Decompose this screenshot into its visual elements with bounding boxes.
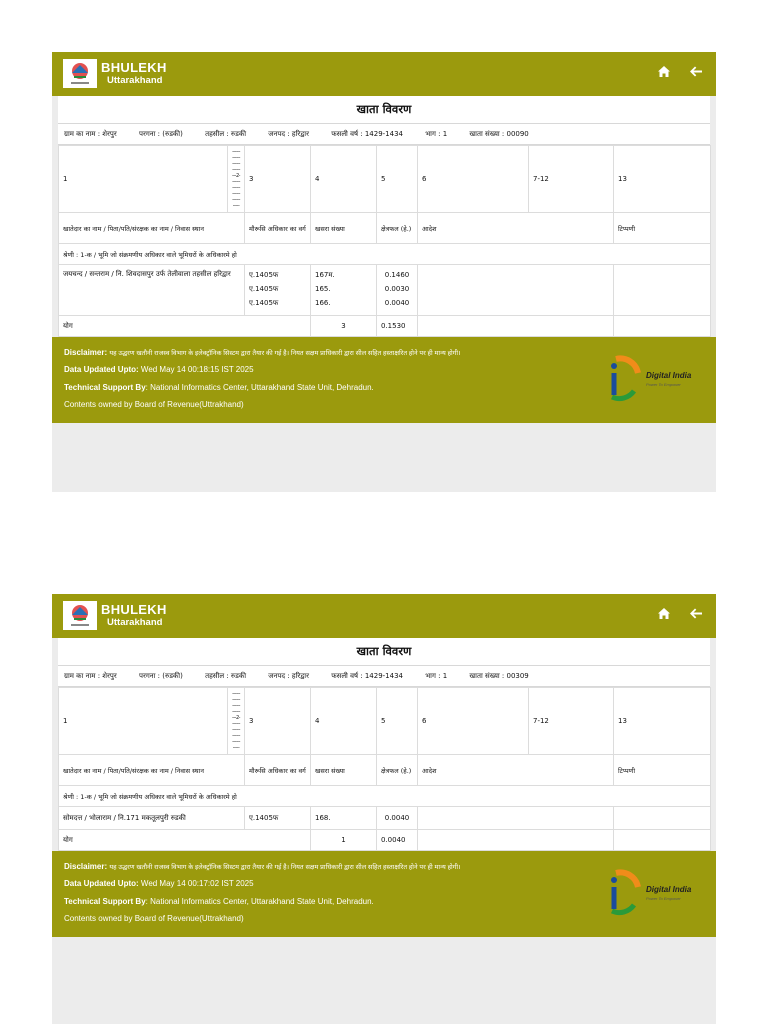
page-title: खाता विवरण xyxy=(58,96,710,124)
bhag: भाग : 1 xyxy=(425,672,448,680)
total-area: 0.1530 xyxy=(377,316,418,337)
app-header xyxy=(52,52,716,96)
district: जनपद : हरिद्वार xyxy=(268,130,309,138)
village-name: ग्राम का नाम : शेरपुर xyxy=(64,672,117,680)
brand xyxy=(101,61,167,86)
khata-table xyxy=(58,145,711,337)
col-num-6: 6 xyxy=(418,146,529,213)
brand-state: Uttarakhand xyxy=(107,75,163,86)
support-text: : National Informatics Center, Uttarakhand State Unit, Dehradun. xyxy=(145,897,374,906)
digital-india-subtitle: Power To Empower xyxy=(646,382,681,387)
home-icon[interactable] xyxy=(658,66,670,81)
khasra-value: 165. xyxy=(315,285,331,293)
digital-india-text xyxy=(646,371,691,389)
class-value: ए.1405फ xyxy=(249,271,279,279)
order-cell xyxy=(418,807,614,830)
owner-name: जयचन्द / सन्तराम / नि. शिवदासपुर उर्फ तेलीवाला तहसील हरिद्वार xyxy=(59,265,245,316)
col-num-1: 1 xyxy=(59,146,228,213)
header-khasra: खसरा संख्या xyxy=(311,213,377,244)
footer xyxy=(52,337,716,423)
header-owner: खातेदार का नाम / पिता/पति/संरक्षक का नाम / निवास स्थान xyxy=(59,755,245,786)
category-label: श्रेणी : 1-क / भूमि जो संक्रमणीय अधिकार वाले भूमिधरों के अधिकारमे हो xyxy=(59,244,711,265)
header-order: आदेश xyxy=(418,755,614,786)
total-count: 3 xyxy=(311,316,377,337)
data-updated xyxy=(64,879,254,888)
khata-card xyxy=(58,96,710,337)
khata-meta xyxy=(58,666,710,687)
khata-page-1 xyxy=(52,52,716,492)
pargana: परगना : (रुडकी) xyxy=(138,672,183,680)
table-row xyxy=(59,265,711,316)
owner-name: सोमदत्त / भोलाराम / नि.171 मकतूलपुरी रुडकी xyxy=(59,807,245,830)
area-cell xyxy=(377,265,418,316)
class-value: ए.1405फ xyxy=(249,285,279,293)
khata-number: खाता संख्या : 00090 xyxy=(469,130,529,138)
col-num-7: 7-12 xyxy=(529,688,614,755)
order-cell xyxy=(418,265,614,316)
data-updated-label: Data Updated Upto: xyxy=(64,879,139,888)
support-text: : National Informatics Center, Uttarakhand State Unit, Dehradun. xyxy=(145,383,374,392)
app-header xyxy=(52,594,716,638)
category-row xyxy=(59,786,711,807)
khasra-value: 167म. xyxy=(315,271,335,279)
brand-name: BHULEKH xyxy=(101,60,167,75)
digital-india-logo xyxy=(604,351,696,403)
technical-support xyxy=(64,897,374,906)
remark-cell xyxy=(614,265,711,316)
col-num-13: 13 xyxy=(614,688,711,755)
area-value: 0.0040 xyxy=(384,299,410,307)
col-num-5: 5 xyxy=(377,146,418,213)
bhag: भाग : 1 xyxy=(425,130,448,138)
khata-meta xyxy=(58,124,710,145)
uttarakhand-emblem-logo xyxy=(63,59,97,88)
col-num-2: ---------------------------2------------------------------ xyxy=(228,146,245,213)
header-order: आदेश xyxy=(418,213,614,244)
column-header-row xyxy=(59,755,711,786)
remark-cell xyxy=(614,807,711,830)
tehsil: तहसील : रुडकी xyxy=(205,672,247,680)
khasra-cell xyxy=(311,265,377,316)
district: जनपद : हरिद्वार xyxy=(268,672,309,680)
digital-india-subtitle: Power To Empower xyxy=(646,896,681,901)
disclaimer xyxy=(64,348,461,357)
data-updated-label: Data Updated Upto: xyxy=(64,365,139,374)
col-num-3: 3 xyxy=(245,688,311,755)
col-num-3: 3 xyxy=(245,146,311,213)
header-area: क्षेत्रफल (हे.) xyxy=(377,755,418,786)
col-num-2: ---------------------------2------------------------------ xyxy=(228,688,245,755)
class-value: ए.1405फ xyxy=(249,299,279,307)
arrow-left-icon[interactable] xyxy=(690,66,702,81)
header-class: मौरूसि अधिकार का वर्ग xyxy=(245,213,311,244)
category-row xyxy=(59,244,711,265)
header-owner: खातेदार का नाम / पिता/पति/संरक्षक का नाम / निवास स्थान xyxy=(59,213,245,244)
column-number-row xyxy=(59,688,711,755)
header-remark: टिप्पणी xyxy=(614,213,711,244)
khata-table xyxy=(58,687,711,851)
data-updated xyxy=(64,365,254,374)
area-value: 0.0030 xyxy=(384,285,410,293)
column-number-row xyxy=(59,146,711,213)
col-num-13: 13 xyxy=(614,146,711,213)
footer xyxy=(52,851,716,937)
class-cell xyxy=(245,265,311,316)
total-label: योग xyxy=(59,316,311,337)
table-row xyxy=(59,807,711,830)
khata-page-2 xyxy=(52,594,716,1024)
brand-name: BHULEKH xyxy=(101,602,167,617)
khata-number: खाता संख्या : 00309 xyxy=(469,672,529,680)
digital-india-title: Digital India xyxy=(646,885,692,894)
total-label: योग xyxy=(59,830,311,851)
home-icon[interactable] xyxy=(658,608,670,623)
support-label: Technical Support By xyxy=(64,383,146,392)
header-area: क्षेत्रफल (हे.) xyxy=(377,213,418,244)
technical-support xyxy=(64,383,374,392)
digital-india-text xyxy=(646,885,691,903)
brand xyxy=(101,603,167,628)
disclaimer-text: यह उद्धरण खतौनी राजस्व विभाग के इलेक्ट्रॉनिक सिस्टम द्वारा तैयार की गई है। नियत सक्षम प्राधिकारी द्वारा सील सहित हस्ताक्षरित होने पर ही मान्य होगी। xyxy=(109,350,461,357)
disclaimer-label: Disclaimer: xyxy=(64,862,108,871)
col-num-5: 5 xyxy=(377,688,418,755)
digital-india-logo xyxy=(604,865,696,917)
contents-owned: Contents owned by Board of Revenue(Uttrakhand) xyxy=(64,400,244,409)
page-title: खाता विवरण xyxy=(58,638,710,666)
col-num-6: 6 xyxy=(418,688,529,755)
area-value: 0.0040 xyxy=(377,807,418,830)
column-header-row xyxy=(59,213,711,244)
uttarakhand-emblem-logo xyxy=(63,601,97,630)
village-name: ग्राम का नाम : शेरपुर xyxy=(64,130,117,138)
total-area: 0.0040 xyxy=(377,830,418,851)
tehsil: तहसील : रुडकी xyxy=(205,130,247,138)
class-value: ए.1405फ xyxy=(245,807,311,830)
brand-state: Uttarakhand xyxy=(107,617,163,628)
col-num-1: 1 xyxy=(59,688,228,755)
contents-owned: Contents owned by Board of Revenue(Uttrakhand) xyxy=(64,914,244,923)
disclaimer xyxy=(64,862,461,871)
khasra-value: 168. xyxy=(311,807,377,830)
support-label: Technical Support By xyxy=(64,897,146,906)
area-value: 0.1460 xyxy=(384,271,410,279)
col-num-4: 4 xyxy=(311,146,377,213)
arrow-left-icon[interactable] xyxy=(690,608,702,623)
total-count: 1 xyxy=(311,830,377,851)
khata-card xyxy=(58,638,710,851)
col-num-7: 7-12 xyxy=(529,146,614,213)
disclaimer-label: Disclaimer: xyxy=(64,348,108,357)
header-class: मौरूसि अधिकार का वर्ग xyxy=(245,755,311,786)
total-row xyxy=(59,830,711,851)
col-num-4: 4 xyxy=(311,688,377,755)
category-label: श्रेणी : 1-क / भूमि जो संक्रमणीय अधिकार वाले भूमिधरों के अधिकारमे हो xyxy=(59,786,711,807)
khasra-value: 166. xyxy=(315,299,331,307)
header-remark: टिप्पणी xyxy=(614,755,711,786)
data-updated-value: Wed May 14 00:18:15 IST 2025 xyxy=(140,365,254,374)
digital-india-title: Digital India xyxy=(646,371,692,380)
fasli-year: फसली वर्ष : 1429-1434 xyxy=(331,130,404,138)
fasli-year: फसली वर्ष : 1429-1434 xyxy=(331,672,404,680)
pargana: परगना : (रुडकी) xyxy=(138,130,183,138)
disclaimer-text: यह उद्धरण खतौनी राजस्व विभाग के इलेक्ट्रॉनिक सिस्टम द्वारा तैयार की गई है। नियत सक्षम प्राधिकारी द्वारा सील सहित हस्ताक्षरित होने पर ही मान्य होगी। xyxy=(109,864,461,871)
header-khasra: खसरा संख्या xyxy=(311,755,377,786)
data-updated-value: Wed May 14 00:17:02 IST 2025 xyxy=(140,879,254,888)
total-row xyxy=(59,316,711,337)
